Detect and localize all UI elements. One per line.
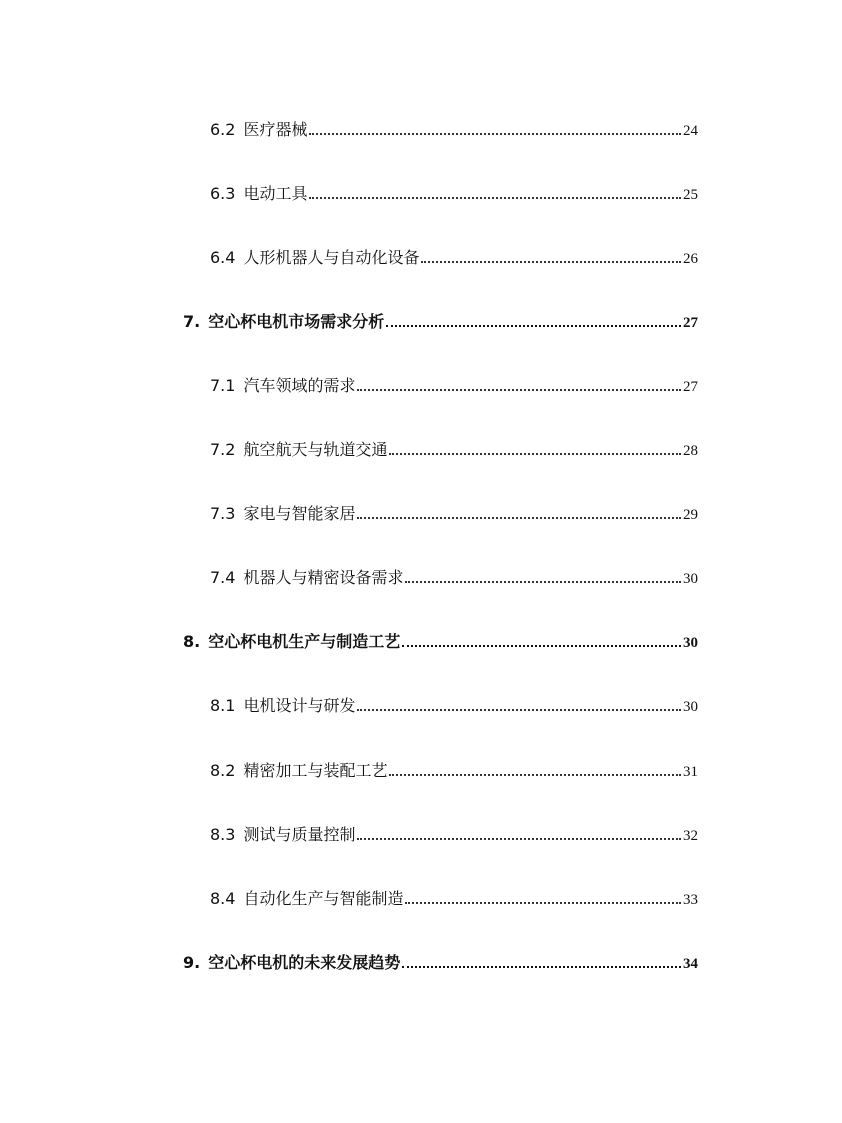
toc-entry-number: 8. [183,632,201,651]
toc-entry-page: 32 [683,828,698,844]
dot-leader [389,439,681,455]
dot-leader [357,695,681,711]
toc-entry-8[interactable] [183,630,698,654]
toc-entry-8-3[interactable] [210,823,698,847]
toc-entry-title: 机器人与精密设备需求 [243,568,404,587]
dot-leader [405,567,681,583]
toc-entry-7[interactable] [183,310,698,334]
toc-entry-number: 7.4 [210,568,236,587]
toc-entry-page: 27 [683,315,698,331]
toc-entry-6-3[interactable] [210,182,698,206]
toc-entry-7-4[interactable] [210,566,698,590]
toc-entry-number: 8.2 [210,761,236,780]
dot-leader [405,888,681,904]
toc-entry-8-4[interactable] [210,887,698,911]
toc-entry-8-2[interactable] [210,759,698,783]
dot-leader [357,375,681,391]
toc-entry-page: 30 [683,699,698,715]
toc-entry-6-2[interactable] [210,118,698,142]
toc-entry-number: 8.1 [210,696,236,715]
dot-leader [421,247,681,263]
toc-entry-page: 27 [683,379,698,395]
dot-leader [402,631,681,647]
toc-entry-7-2[interactable] [210,438,698,462]
dot-leader [357,503,681,519]
toc-entry-page: 25 [683,187,698,203]
toc-entry-title: 空心杯电机市场需求分析 [208,312,385,331]
toc-entry-title: 汽车领域的需求 [243,376,356,395]
toc-entry-number: 6.4 [210,248,236,267]
toc-entry-page: 33 [683,892,698,908]
toc-entry-number: 7. [183,312,201,331]
toc-entry-title: 自动化生产与智能制造 [243,889,404,908]
toc-entry-title: 电机设计与研发 [243,696,356,715]
dot-leader [309,183,681,199]
dot-leader [357,824,681,840]
dot-leader [309,119,681,135]
toc-entry-number: 7.1 [210,376,236,395]
toc-entry-title: 空心杯电机生产与制造工艺 [208,632,401,651]
toc-entry-number: 8.4 [210,889,236,908]
toc-entry-page: 30 [683,635,698,651]
dot-leader [402,952,681,968]
toc-entry-8-1[interactable] [210,694,698,718]
toc-entry-number: 7.2 [210,440,236,459]
toc-entry-7-1[interactable] [210,374,698,398]
toc-entry-page: 26 [683,251,698,267]
toc-entry-title: 航空航天与轨道交通 [243,440,388,459]
toc-entry-title: 精密加工与装配工艺 [243,761,388,780]
toc-entry-number: 8.3 [210,825,236,844]
toc-entry-page: 34 [683,956,698,972]
toc-entry-number: 6.3 [210,184,236,203]
toc-entry-9[interactable] [183,951,698,975]
dot-leader [389,760,681,776]
toc-entry-6-4[interactable] [210,246,698,270]
toc-entry-page: 24 [683,123,698,139]
toc-entry-page: 31 [683,764,698,780]
toc-entry-title: 家电与智能家居 [243,504,356,523]
toc-entry-7-3[interactable] [210,502,698,526]
toc-entry-page: 30 [683,571,698,587]
toc-entry-title: 医疗器械 [243,120,308,139]
toc-entry-page: 29 [683,507,698,523]
toc-entry-number: 9. [183,953,201,972]
toc-entry-number: 7.3 [210,504,236,523]
toc-entry-title: 测试与质量控制 [243,825,356,844]
toc-entry-title: 空心杯电机的未来发展趋势 [208,953,401,972]
toc-entry-number: 6.2 [210,120,236,139]
toc-entry-page: 28 [683,443,698,459]
toc-entry-title: 人形机器人与自动化设备 [243,248,420,267]
toc-entry-title: 电动工具 [243,184,308,203]
dot-leader [386,311,681,327]
